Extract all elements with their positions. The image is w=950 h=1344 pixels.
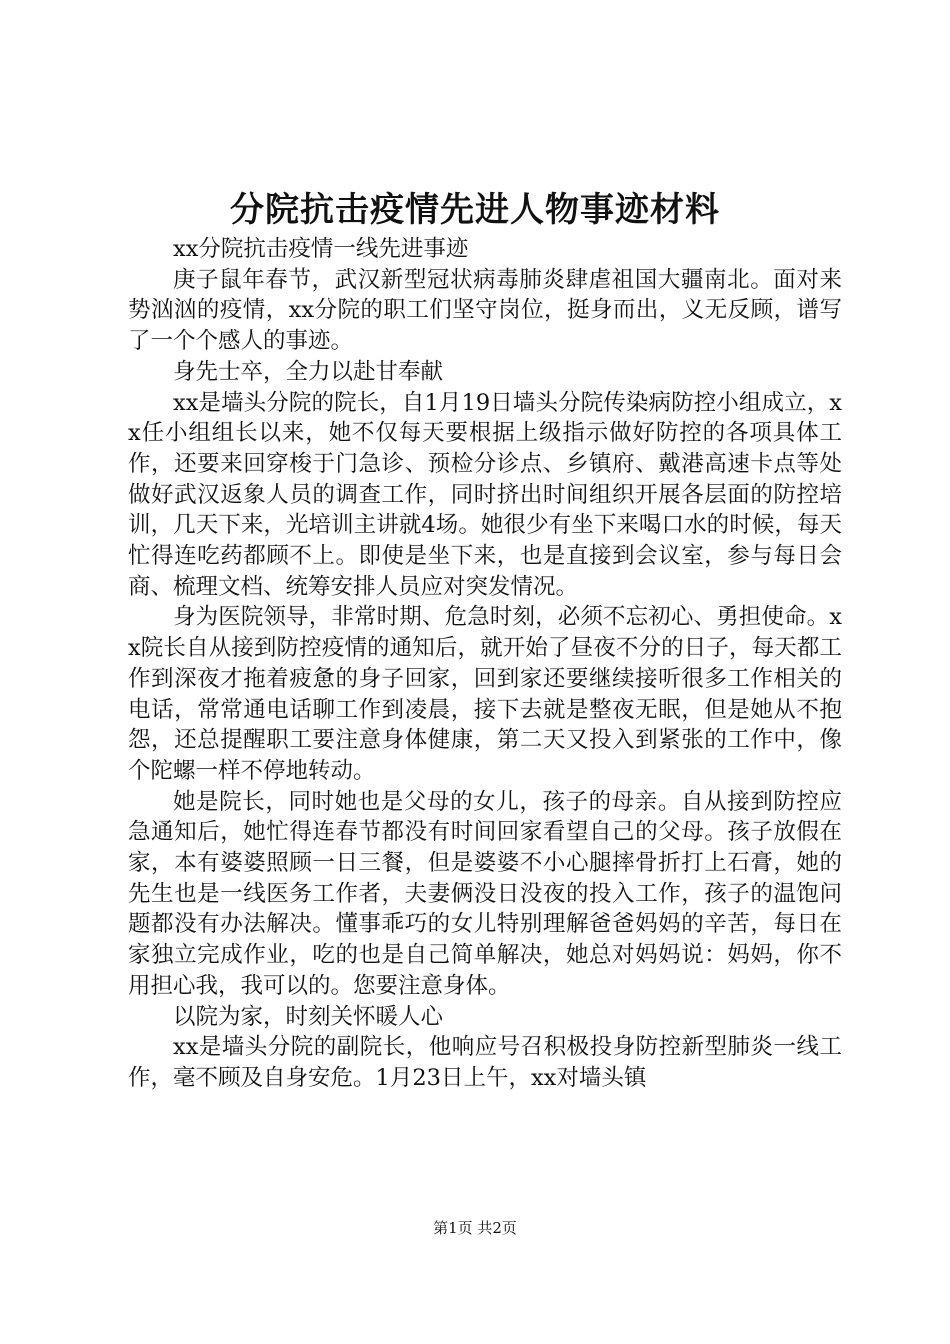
document-title: 分院抗击疫情先进人物事迹材料 [230,190,720,230]
paragraph-intro: 庚子鼠年春节，武汉新型冠状病毒肺炎肆虐祖国大疆南北。面对来势汹汹的疫情，xx分院的职工们坚守岗位，挺身而出，义无反顾，谱写了一个个感人的事迹。 [128,266,842,355]
document-body [128,234,842,1094]
section-heading: 以院为家，时刻关怀暖人心 [173,1003,444,1030]
paragraph: xx是墙头分院的院长，自1月19日墙头分院传染病防控小组成立，xx任小组组长以来，她不仅每天要根据上级指示做好防控的各项具体工作，还要来回穿梭于门急诊、预检分诊点、乡镇府、戴港高速卡点等处做好武汉返象人员的调查工作，同时挤出时间组织开展各层面的防控培训，几天下来，光培训主讲就4场。她很少有坐下来喝口水的时候，每天忙得连吃药都顾不上。即使是坐下来，也是直接到会议室，参与每日会商、梳理文档、统筹安排人员应对突发情况。 [128,389,842,600]
paragraph: 身为医院领导，非常时期、危急时刻，必须不忘初心、勇担使命。xx院长自从接到防控疫情的通知后，就开始了昼夜不分的日子，每天都工作到深夜才拖着疲惫的身子回家，回到家还要继续接听很多工作相关的电话，常常通电话聊工作到凌晨，接下去就是整夜无眠，但是她从不抱怨，还总提醒职工要注意身体健康，第二天又投入到紧张的工作中，像个陀螺一样不停地转动。 [128,604,842,784]
section-heading: 身先士卒，全力以赴甘奉献 [173,358,444,385]
paragraph: xx是墙头分院的副院长，他响应号召积极投身防控新型肺炎一线工作，毫不顾及自身安危。1月23日上午，xx对墙头镇 [128,1034,842,1091]
paragraph-subtitle: xx分院抗击疫情一线先进事迹 [173,236,469,262]
page-footer: 第1页 共2页 [433,1219,517,1237]
paragraph: 她是院长，同时她也是父母的女儿，孩子的母亲。自从接到防控应急通知后，她忙得连春节都没有时间回家看望自己的父母。孩子放假在家，本有婆婆照顾一日三餐，但是婆婆不小心腿摔骨折打上石膏，她的先生也是一线医务工作者，夫妻俩没日没夜的投入工作，孩子的温饱问题都没有办法解决。懂事乖巧的女儿特别理解爸爸妈妈的辛苦，每日在家独立完成作业，吃的也是自己简单解决，她总对妈妈说：妈妈，你不用担心我，我可以的。您要注意身体。 [128,788,842,999]
